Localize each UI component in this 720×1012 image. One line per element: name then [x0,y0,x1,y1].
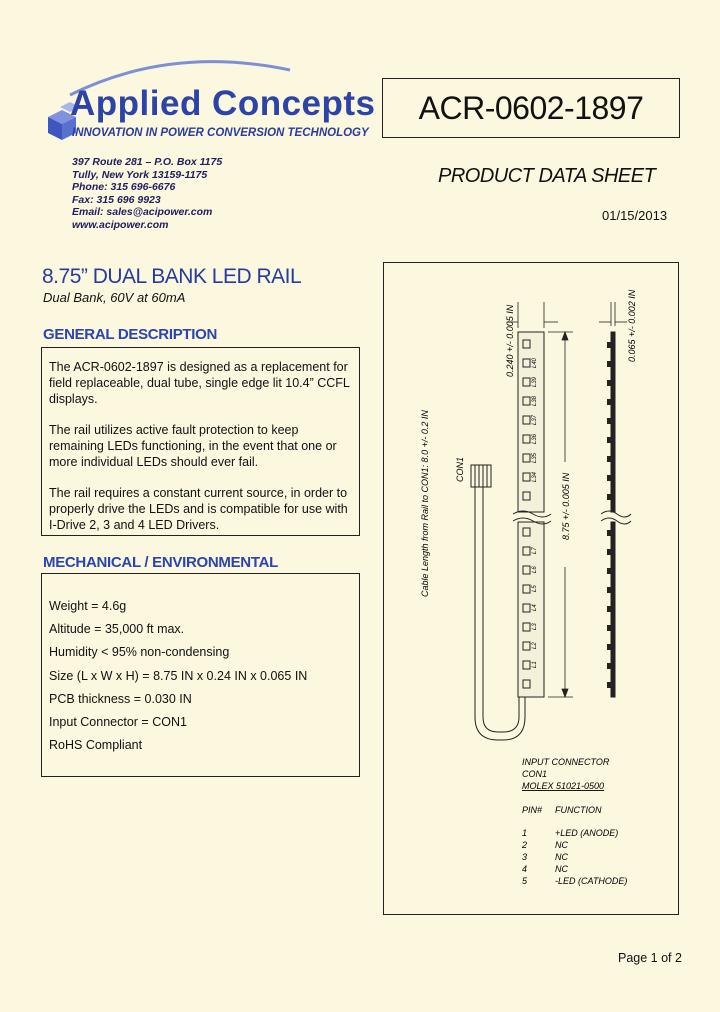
pin-function: NC [555,864,568,874]
led-label: L1 [532,661,538,668]
side-led-tick [607,568,611,574]
side-led-tick [607,530,611,536]
led-label: L7 [532,547,538,554]
length-dimension-label: 8.75 +/- 0.005 IN [561,472,571,540]
part-number: ACR-0602-1897 [418,89,644,126]
email-link[interactable]: Email: sales@acipower.com [72,206,213,218]
width-dimension-label: 0.240 +/- 0.005 IN [505,304,515,377]
side-led-tick [607,606,611,612]
general-description-heading: GENERAL DESCRIPTION [43,326,218,343]
document-date: 01/15/2013 [602,208,668,223]
pin-function: +LED (ANODE) [555,828,619,838]
document-title: PRODUCT DATA SHEET [438,165,656,187]
pin-column-header: PIN# [522,805,543,815]
side-led-tick [607,587,611,593]
pin-number: 1 [522,828,528,838]
side-led-tick [607,399,611,405]
side-led-tick [607,418,611,424]
address-line: Tully, New York 13159-1175 [72,168,208,181]
spec-size: Size (L x W x H) = 8.75 IN x 0.24 IN x 0.065 IN [49,668,308,683]
spec-altitude: Altitude = 35,000 ft max. [49,622,185,637]
cable-length-label: Cable Length from Rail to CON1: 8.0 +/- 0.2 IN [420,410,430,597]
company-name: Applied Concepts [70,84,376,123]
led-label: L2 [532,642,538,649]
led-label: L39 [532,376,538,387]
mechanical-drawing [383,262,679,915]
side-led-tick [607,475,611,481]
spec-pcb-thickness: PCB thickness = 0.030 IN [49,691,192,706]
company-address [72,156,222,231]
pin-number: 5 [522,876,528,886]
led-label: L34 [532,471,538,482]
side-led-tick [607,644,611,650]
height-dimension-label: 0.065 +/- 0.002 IN [627,289,637,362]
general-description-box [41,347,360,536]
function-column-header: FUNCTION [555,805,602,815]
led-label: L37 [532,414,538,425]
fax-line: Fax: 315 696 9923 [72,193,161,206]
pin-number: 3 [522,852,528,862]
description-paragraph: The rail requires a constant current source, in order to properly drive the LEDs and is compatible for use with I-Drive 2, 3 and 4 LED Drivers. [49,486,348,532]
led-label: L4 [532,604,538,611]
spec-weight: Weight = 4.6g [49,599,127,613]
phone-line: Phone: 315 696-6676 [72,181,176,193]
pin-number: 2 [522,840,528,850]
side-led-tick [607,380,611,386]
page-number: Page 1 of 2 [618,951,682,965]
pin-function: NC [555,852,568,862]
spec-rohs: RoHS Compliant [49,738,143,753]
connector-table-name: CON1 [522,769,548,779]
company-tagline: INNOVATION IN POWER CONVERSION TECHNOLOGY [72,127,369,139]
side-led-tick [607,494,611,500]
description-paragraph: The rail utilizes active fault protection to keep remaining LEDs functioning, in the event that one or more individual LEDs should ever fail. [49,423,337,469]
spec-input-connector: Input Connector = CON1 [49,714,187,729]
part-number-box [382,78,680,138]
connector-label: CON1 [455,456,465,482]
pin-function: NC [555,840,568,850]
product-subtitle: Dual Bank, 60V at 60mA [43,290,186,305]
website-link[interactable]: www.acipower.com [72,218,169,231]
led-label: L36 [532,433,538,444]
mechanical-specs-box [41,573,360,777]
connector-icon [471,465,491,487]
side-led-tick [607,342,611,348]
side-led-tick [607,361,611,367]
led-label: L35 [532,452,538,463]
side-led-tick [607,625,611,631]
led-label: L3 [532,623,538,630]
led-label: L40 [532,357,538,368]
side-led-tick [607,437,611,443]
address-line: 397 Route 281 – P.O. Box 1175 [72,156,223,168]
pin-number: 4 [522,864,528,874]
pin-function: -LED (CATHODE) [555,876,628,886]
led-label: L6 [532,566,538,573]
connector-part-number: MOLEX 51021-0500 [522,781,605,791]
side-led-tick [607,456,611,462]
side-led-tick [607,663,611,669]
side-led-tick [607,549,611,555]
side-led-tick [607,682,611,688]
description-paragraph: The ACR-0602-1897 is designed as a replacement for field replaceable, dual tube, single edge lit 10.4” CCFL displays. [49,360,350,406]
product-title: 8.75” DUAL BANK LED RAIL [42,265,302,288]
led-label: L38 [532,395,538,406]
spec-humidity: Humidity < 95% non-condensing [49,645,230,660]
led-label: L5 [532,585,538,592]
connector-table-title: INPUT CONNECTOR [522,757,610,767]
mechanical-heading: MECHANICAL / ENVIRONMENTAL [43,554,278,571]
